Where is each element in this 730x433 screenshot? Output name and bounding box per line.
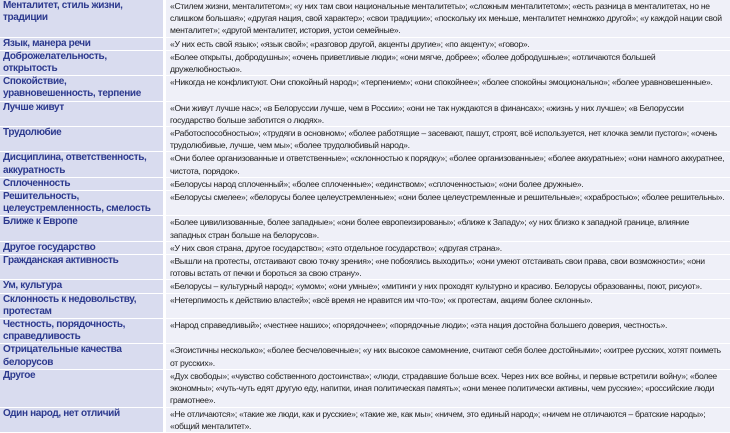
- category-cell: Язык, манера речи: [0, 37, 165, 50]
- table-row: [0, 216, 730, 241]
- category-cell: Решительность, целеустремленность, смелость: [0, 191, 165, 216]
- table-row: [0, 0, 730, 37]
- category-cell: Ближе к Европе: [0, 216, 165, 241]
- responses-cell: «Более цивилизованные, более западные»; «они более европеизированы»; «ближе к Западу»; «у них близко к западной границе, влияние западных стран больше на белорусов».: [165, 216, 730, 241]
- category-cell: Доброжелательность, открытость: [0, 50, 165, 75]
- responses-cell: «Белорусы – культурный народ»; «умом»; «они умные»; «митинги у них проходят культурно и красиво. Белорусы образованны, поют, рисуют».: [165, 280, 730, 293]
- table-row: [0, 319, 730, 344]
- category-cell: Гражданская активность: [0, 255, 165, 280]
- category-cell: Ум, культура: [0, 280, 165, 293]
- responses-cell: «Белорусы народ сплоченный»; «более сплоченные»; «единством»; «сплоченностью»; «они более дружные».: [165, 177, 730, 190]
- table-row: [0, 293, 730, 318]
- category-cell: Отрицательные качества белорусов: [0, 344, 165, 369]
- responses-cell: «У них своя страна, другое государство»; «это отдельное государство»; «другая страна».: [165, 241, 730, 254]
- category-cell: Сплоченность: [0, 177, 165, 190]
- responses-cell: «Народ справедливый»; «честнее наших»; «порядочнее»; «порядочные люди»; «эта нация достойна большего доверия, честность».: [165, 319, 730, 344]
- responses-cell: «Эгоистичны несколько»; «более бесчеловечные»; «у них высокое самомнение, считают себя более достойными»; «хитрее русских, хотят поиметь от русских».: [165, 344, 730, 369]
- table-row: [0, 152, 730, 177]
- category-cell: Один народ, нет отличий: [0, 407, 165, 432]
- responses-cell: «Нетерпимость к действию властей»; «всё время не нравится им что-то»; «к протестам, акциям более склонны».: [165, 293, 730, 318]
- category-cell: Честность, порядочность, справедливость: [0, 319, 165, 344]
- responses-cell: «Белорусы смелее»; «белорусы более целеустремленные»; «они более целеустремленные и решительные»; «храбростью»; «более решительны».: [165, 191, 730, 216]
- category-cell: Трудолюбие: [0, 127, 165, 152]
- category-cell: Склонность к недовольству, протестам: [0, 293, 165, 318]
- responses-cell: «Они более организованные и ответственные»; «склонностью к порядку»; «более организованные»; «более аккуратные»; «они намного аккуратнее, чистота, порядок».: [165, 152, 730, 177]
- responses-cell: «Никогда не конфликтуют. Они спокойный народ»; «терпением»; «они спокойнее»; «более спокойны эмоционально»; «более уравновешенные».: [165, 76, 730, 101]
- table-row: [0, 101, 730, 126]
- category-cell: Спокойствие, уравновешенность, терпение: [0, 76, 165, 101]
- category-cell: Лучше живут: [0, 101, 165, 126]
- table-row: [0, 177, 730, 190]
- table-row: [0, 344, 730, 369]
- responses-cell: «У них есть свой язык»; «язык свой»; «разговор другой, акценты другие»; «по акценту»; «говор».: [165, 37, 730, 50]
- table-row: [0, 127, 730, 152]
- responses-cell: «Стилем жизни, менталитетом»; «у них там свои национальные менталитеты»; «сложным менталитетом»; «есть разница в менталитетах, но не слишком большая»; «другая нация, свой характер»; «свои традиции»; «поскольку их меньше, менталитет немножко другой»; «у каждой нации свой менталитет»; «другой менталитет, история, устои семейные».: [165, 0, 730, 37]
- responses-cell: «Более открыты, добродушны»; «очень приветливые люди»; «они мягче, добрее»; «более добродушные»; «отличаются большей дружелюбностью».: [165, 50, 730, 75]
- table-row: [0, 191, 730, 216]
- category-cell: Дисциплина, ответственность, аккуратность: [0, 152, 165, 177]
- category-cell: Другое государство: [0, 241, 165, 254]
- category-cell: Другое: [0, 369, 165, 407]
- category-cell: Менталитет, стиль жизни, традиции: [0, 0, 165, 37]
- responses-cell: «Вышли на протесты, отстаивают свою точку зрения»; «не побоялись выходить»; «они умеют отстаивать свои права, свои возможности»; «они готовы встать от печки и бороться за свою страну».: [165, 255, 730, 280]
- responses-cell: «Дух свободы»; «чувство собственного достоинства»; «люди, страдавшие больше всех. Через них все войны, и первые встретили войну»; «более экономны»; «чуть-чуть едят другую еду, напитки, иная политическая память»; «они менее политически активны, чем русские»; «российские люди грамотнее».: [165, 369, 730, 407]
- responses-cell: «Они живут лучше нас»; «в Белоруссии лучше, чем в России»; «они не так нуждаются в финансах»; «жизнь у них лучше»; «в Белоруссии государство больше заботится о людях».: [165, 101, 730, 126]
- table-row: [0, 50, 730, 75]
- table-row: [0, 280, 730, 293]
- table-row: [0, 241, 730, 254]
- table-row: [0, 369, 730, 407]
- table-row: [0, 255, 730, 280]
- table-row: [0, 76, 730, 101]
- responses-cell: «Не отличаются»; «такие же люди, как и русские»; «такие же, как мы»; «ничем, это единый народ»; «ничем не отличаются – братские народы»; «общий менталитет».: [165, 407, 730, 432]
- responses-cell: «Работоспособностью»; «трудяги в основном»; «более работящие – засевают, пашут, строят, всё используется, нет клочка земли пустого»; «очень трудолюбивые, лучше, чем мы»; «более трудолюбивый народ».: [165, 127, 730, 152]
- table-row: [0, 37, 730, 50]
